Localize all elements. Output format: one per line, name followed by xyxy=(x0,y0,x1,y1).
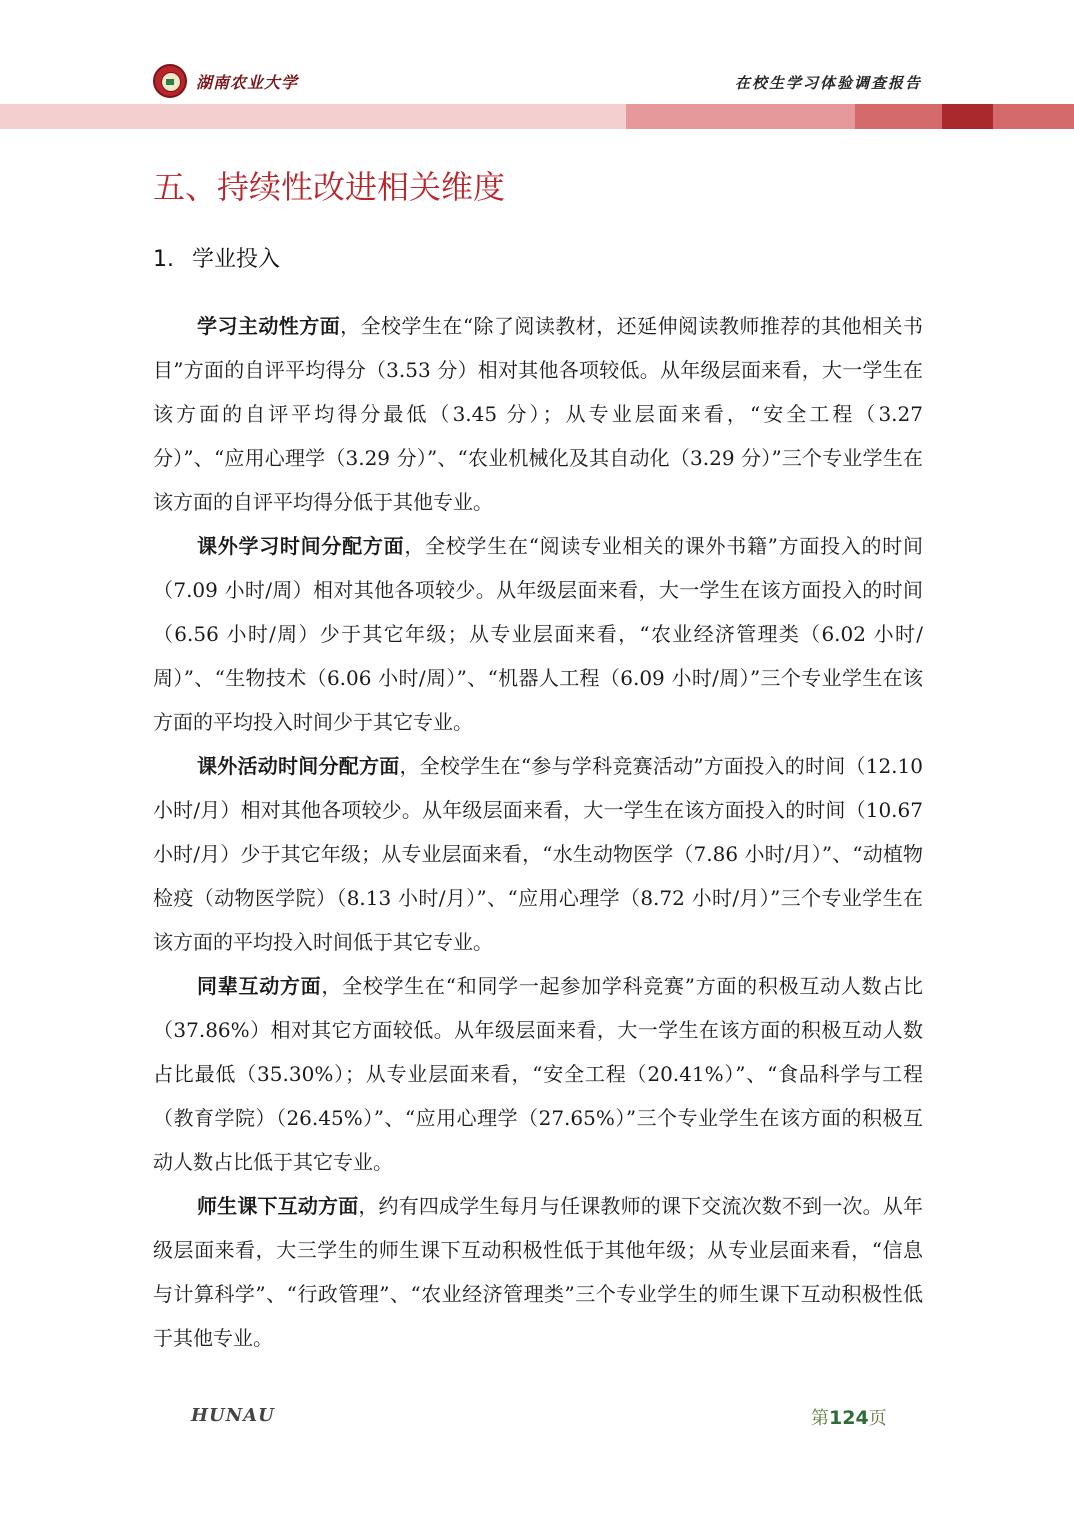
header-band-dark xyxy=(942,104,993,129)
paragraph xyxy=(153,964,923,1184)
subsection-heading xyxy=(153,242,280,273)
paragraph xyxy=(153,524,923,744)
page-prefix: 第 xyxy=(811,1408,829,1429)
section-title: 五、持续性改进相关维度 xyxy=(153,168,506,206)
paragraph xyxy=(153,304,923,524)
university-logo-icon xyxy=(153,64,187,98)
paragraph-lead: 学习主动性方面 xyxy=(197,314,341,338)
paragraph-text: ，全校学生在“阅读专业相关的课外书籍”方面投入的时间（7.09 小时/周）相对其他各项较少。从年级层面来看，大一学生在该方面投入的时间（6.56 小时/周）少于其它年级；从专业层面来看，“农业经济管理类（6.02 小时/周）”、“生物技术（6.06 小时/周）”、“机器人工程（6.09 小时/周）”三个专业学生在该方面的平均投入时间少于其它专业。 xyxy=(153,534,924,734)
body-text xyxy=(153,304,923,1360)
paragraph-text: ，全校学生在“除了阅读教材，还延伸阅读教师推荐的其他相关书目”方面的自评平均得分（3.53 分）相对其他各项较低。从年级层面来看，大一学生在该方面的自评平均得分最低（3.45 分）；从专业层面来看，“安全工程（3.27 分）”、“应用心理学（3.29 分）”、“农业机械化及其自动化（3.29 分）”三个专业学生在该方面的自评平均得分低于其他专业。 xyxy=(153,314,923,514)
paragraph-text: ，约有四成学生每月与任课教师的课下交流次数不到一次。从年级层面来看，大三学生的师生课下互动积极性低于其他年级；从专业层面来看，“信息与计算科学”、“行政管理”、“农业经济管理类”三个专业学生的师生课下互动积极性低于其他专业。 xyxy=(153,1194,924,1350)
paragraph-lead: 课外活动时间分配方面 xyxy=(197,754,400,778)
header-band-light xyxy=(0,104,626,129)
footer-mark: HUNAU xyxy=(191,1405,275,1426)
page-number xyxy=(811,1404,887,1430)
subsection-number: 1. xyxy=(153,247,174,272)
header-band-accent xyxy=(855,104,942,129)
paragraph xyxy=(153,744,923,964)
paragraph-lead: 师生课下互动方面 xyxy=(197,1194,359,1218)
page-header xyxy=(0,0,1074,130)
paragraph-text: ，全校学生在“参与学科竞赛活动”方面投入的时间（12.10 小时/月）相对其他各项较少。从年级层面来看，大一学生在该方面投入的时间（10.67 小时/月）少于其它年级；从专业层面来看，“水生动物医学（7.86 小时/月）”、“动植物检疫（动物医学院）（8.13 小时/月）”、“应用心理学（8.72 小时/月）”三个专业学生在该方面的平均投入时间低于其它专业。 xyxy=(153,754,923,954)
university-name: 湖南农业大学 xyxy=(196,73,299,92)
paragraph-lead: 课外学习时间分配方面 xyxy=(197,534,405,558)
page-number-value: 124 xyxy=(829,1407,869,1429)
header-band-end xyxy=(993,104,1074,129)
report-title: 在校生学习体验调查报告 xyxy=(734,74,922,92)
paragraph xyxy=(153,1184,923,1360)
header-band-mid xyxy=(626,104,855,129)
paragraph-lead: 同辈互动方面 xyxy=(197,974,322,998)
page-suffix: 页 xyxy=(868,1408,887,1429)
subsection-title: 学业投入 xyxy=(192,247,281,272)
paragraph-text: ，全校学生在“和同学一起参加学科竞赛”方面的积极互动人数占比（37.86%）相对其它方面较低。从年级层面来看，大一学生在该方面的积极互动人数占比最低（35.30%）；从专业层面来看，“安全工程（20.41%）”、“食品科学与工程（教育学院）（26.45%）”、“应用心理学（27.65%）”三个专业学生在该方面的积极互动人数占比低于其它专业。 xyxy=(153,974,924,1174)
